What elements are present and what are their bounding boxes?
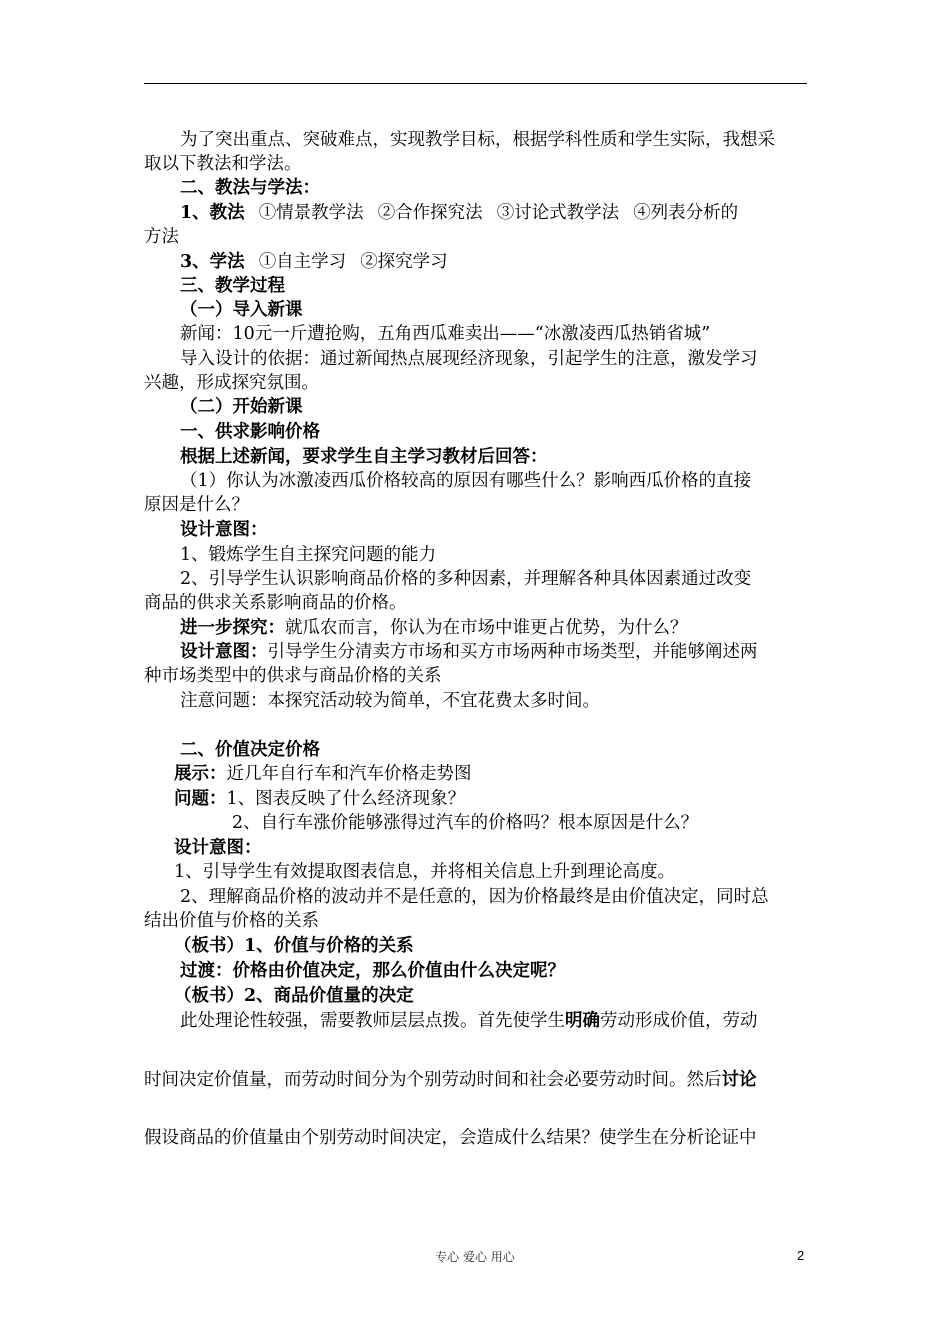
section-heading: 一、供求影响价格 [180, 422, 320, 442]
transition-line: 过渡：价格由价值决定，那么价值由什么决定呢？ [180, 961, 565, 981]
para-line: 根据上述新闻，要求学生自主学习教材后回答： [180, 447, 548, 467]
para-line: 取以下教法和学法。 [144, 154, 302, 174]
para-line [144, 1068, 757, 1092]
board-heading: （板书）1、价值与价格的关系 [174, 936, 414, 956]
section-heading: 二、教法与学法： [180, 178, 320, 198]
para-line: 为了突出重点、突破难点，实现教学目标，根据学科性质和学生实际，我想采 [180, 130, 775, 150]
emphasis-text: 讨论 [721, 1070, 757, 1090]
methods-label: 1、教法 [180, 203, 245, 223]
inline-text: 时间决定价值量，而劳动时间分为个别劳动时间和社会必要劳动时间。然后 [144, 1070, 722, 1090]
sub-heading: （一）导入新课 [180, 300, 303, 320]
inline-text: 此处理论性较强，需要教师层层点拨。首先使学生 [180, 1011, 565, 1031]
board-heading: （板书）2、商品价值量的决定 [174, 986, 414, 1006]
section-heading: 三、教学过程 [180, 276, 285, 296]
para-line: 2、自行车涨价能够涨得过汽车的价格吗？根本原因是什么？ [232, 813, 699, 833]
inline-label: 进一步探究： [180, 618, 285, 638]
header-rule [144, 83, 807, 84]
para-line: 新闻：10元一斤遭抢购，五角西瓜难卖出——“冰激凌西瓜热销省城” [180, 324, 711, 344]
method-item: ①情景教学法 [258, 203, 364, 223]
para-line [180, 1009, 758, 1033]
para-line: 1、引导学生有效提取图表信息，并将相关信息上升到理论高度。 [174, 862, 676, 882]
para-line [180, 616, 688, 640]
teaching-methods-line [180, 201, 738, 225]
section-heading: 二、价值决定价格 [180, 740, 320, 760]
para-line [174, 787, 465, 811]
inline-label: 展示： [174, 764, 227, 784]
method-item: ②合作探究法 [377, 203, 483, 223]
para-line: 假设商品的价值量由个别劳动时间决定，会造成什么结果？使学生在分析论证中 [144, 1128, 757, 1148]
method-item: ④列表分析的 [633, 203, 739, 223]
para-line: 原因是什么？ [144, 495, 249, 515]
inline-label: 问题： [174, 789, 227, 809]
para-line: 兴趣，形成探究氛围。 [144, 373, 319, 393]
para-line: 导入设计的依据：通过新闻热点展现经济现象，引起学生的注意，激发学习 [180, 349, 758, 369]
inline-label: 设计意图： [180, 642, 268, 662]
para-line: 2、理解商品价格的波动并不是任意的，因为价格最终是由价值决定，同时总 [180, 887, 769, 907]
method-item: ③讨论式教学法 [496, 203, 620, 223]
para-line: 结出价值与价格的关系 [144, 911, 319, 931]
inline-text: 就瓜农而言，你认为在市场中谁更占优势，为什么？ [285, 618, 688, 638]
para-line: 1、锻炼学生自主探究问题的能力 [180, 545, 437, 565]
para-line: 商品的供求关系影响商品的价格。 [144, 593, 407, 613]
inline-text: 劳动形成价值，劳动 [600, 1011, 758, 1031]
para-line: 种市场类型中的供求与商品价格的关系 [144, 666, 442, 686]
para-line: 2、引导学生认识影响商品价格的多种因素，并理解各种具体因素通过改变 [180, 569, 752, 589]
method-item: ①自主学习 [258, 252, 347, 272]
para-line: 注意问题：本探究活动较为简单，不宜花费太多时间。 [180, 691, 600, 711]
inline-text: 引导学生分清卖方市场和买方市场两种市场类型，并能够阐述两 [267, 642, 758, 662]
emphasis-text: 明确 [565, 1011, 600, 1031]
methods-label: 3、学法 [180, 252, 245, 272]
sub-heading: （二）开始新课 [180, 397, 303, 417]
page-footer: 专心 爱心 用心 [435, 1250, 515, 1264]
page-number: 2 [797, 1248, 805, 1263]
para-line: （1）你认为冰激凌西瓜价格较高的原因有哪些什么？影响西瓜价格的直接 [180, 471, 752, 491]
inline-text: 1、图表反映了什么经济现象？ [226, 789, 466, 809]
para-line [174, 762, 472, 786]
label-line: 设计意图： [174, 838, 262, 858]
learning-methods-line [180, 250, 448, 274]
inline-text: 近几年自行车和汽车价格走势图 [226, 764, 472, 784]
label-line: 设计意图： [180, 520, 268, 540]
para-line: 方法 [144, 227, 179, 247]
method-item: ②探究学习 [360, 252, 448, 272]
para-line [180, 640, 758, 664]
